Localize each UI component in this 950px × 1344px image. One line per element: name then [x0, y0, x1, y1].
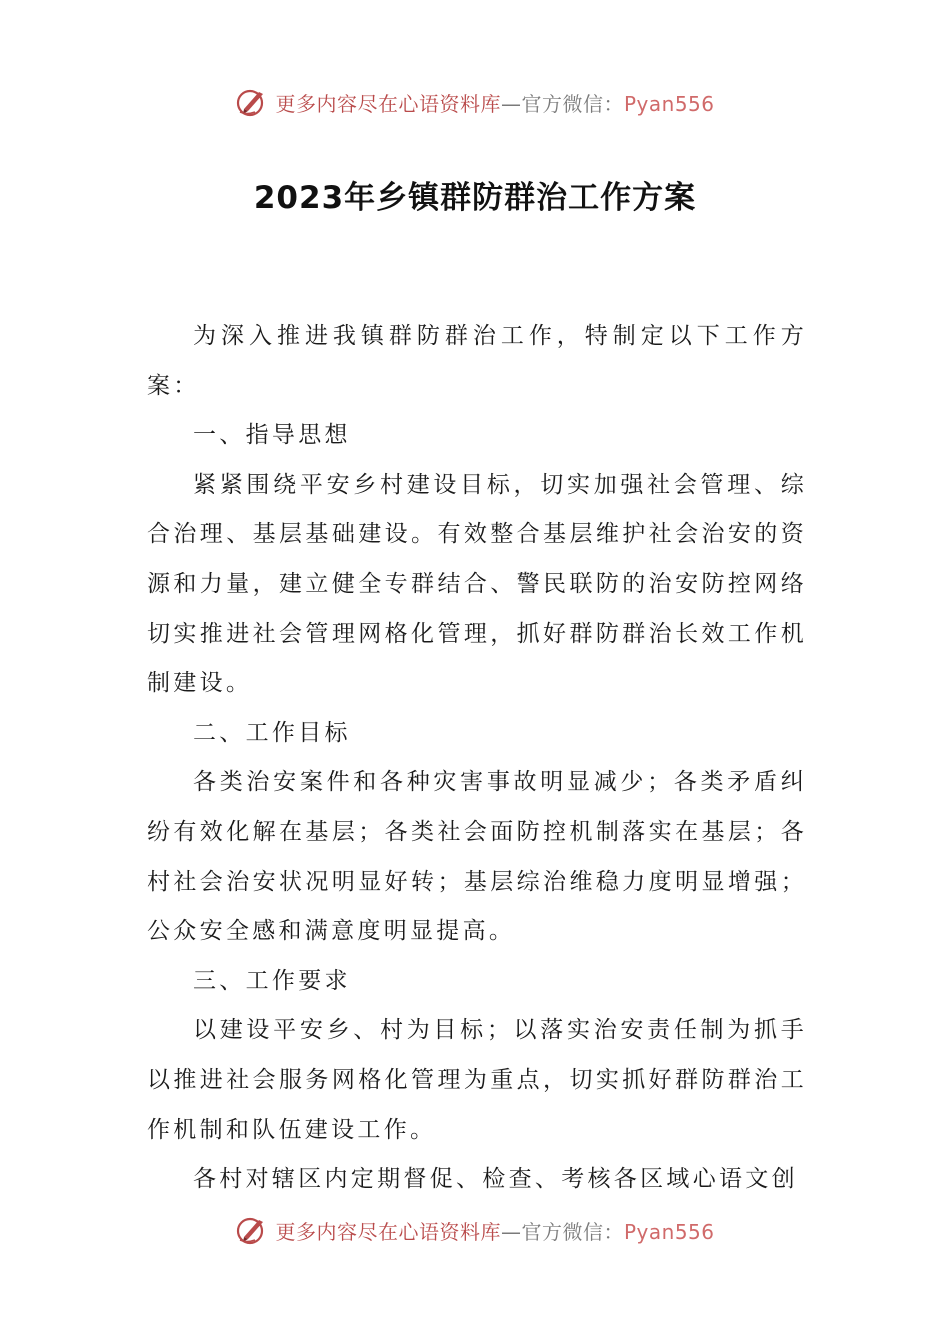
watermark-header [0, 82, 950, 122]
pen-circle-logo-icon [235, 85, 269, 119]
heading-guiding-ideology: 一、指导思想 [193, 422, 351, 449]
watermark-official: —官方微信： [500, 1219, 624, 1244]
watermark-wechat-id: Pyan556 [623, 1219, 715, 1244]
paragraph-guiding-ideology: 紧紧围绕平安乡村建设目标，切实加强社会管理、综合治理、基层基础建设。有效整合基层维护社会治安的资源和力量，建立健全专群结合、警民联防的治安防控网络切实推进社会管理网格化管理，抓好群防群治长效工作机制建设。 [147, 471, 807, 697]
document-title: 2023年乡镇群防群治工作方案 [253, 180, 697, 216]
watermark-official: —官方微信： [500, 91, 624, 116]
paragraph-intro: 为深入推进我镇群防群治工作，特制定以下工作方案： [147, 323, 807, 399]
watermark-text [275, 88, 714, 117]
document-body [147, 312, 807, 1205]
heading-work-goals: 二、工作目标 [193, 719, 351, 746]
paragraph-village-inspection: 各村对辖区内定期督促、检查、考核各区域心语文创 [193, 1166, 798, 1193]
watermark-wechat-id: Pyan556 [623, 91, 715, 116]
watermark-main: 更多内容尽在心语资料库 [275, 1219, 501, 1244]
watermark-footer [0, 1210, 950, 1250]
paragraph-work-goals: 各类治安案件和各种灾害事故明显减少；各类矛盾纠纷有效化解在基层；各类社会面防控机制落实在基层；各村社会治安状况明显好转；基层综治维稳力度明显增强；公众安全感和满意度明显提高。 [147, 769, 807, 945]
watermark-main: 更多内容尽在心语资料库 [275, 91, 501, 116]
watermark-text [275, 1216, 714, 1245]
heading-work-requirements: 三、工作要求 [193, 967, 351, 994]
paragraph-work-requirements: 以建设平安乡、村为目标；以落实治安责任制为抓手以推进社会服务网格化管理为重点，切实抓好群防群治工作机制和队伍建设工作。 [147, 1017, 807, 1143]
pen-circle-logo-icon [235, 1213, 269, 1247]
